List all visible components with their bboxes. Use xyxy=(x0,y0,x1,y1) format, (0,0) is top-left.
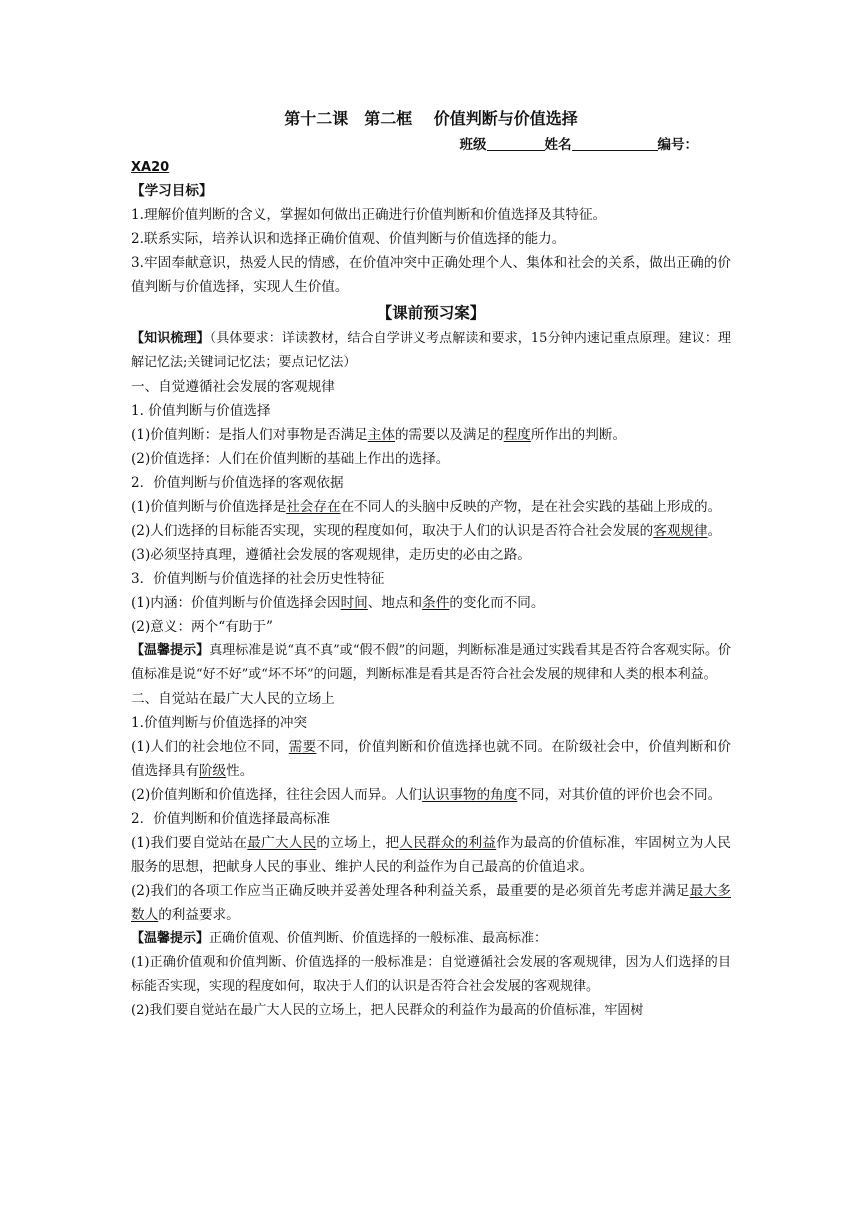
part1-sub1-item1 xyxy=(131,423,731,447)
part1-sub3-title: 3．价值判断与价值选择的社会历史性特征 xyxy=(131,571,385,587)
tip-heading: 【温馨提示】 xyxy=(131,931,210,946)
text-run: (2)价值判断和价值选择，往往会因人而异。人们 xyxy=(131,787,423,803)
objectives-heading: 【学习目标】 xyxy=(131,183,213,199)
objective-item-3: 3.牢固奉献意识，热爱人民的情感，在价值冲突中正确处理个人、集体和社会的关系，做出正确的价值判断与价值选择，实现人生价值。 xyxy=(131,255,731,295)
text-run: (2)人们选择的目标能否实现，实现的程度如何，取决于人们的认识是否符合社会发展的 xyxy=(131,523,654,539)
part2-sub1-title: 1.价值判断与价值选择的冲突 xyxy=(131,715,308,731)
part1-sub2-item2 xyxy=(131,519,731,543)
part1-sub2-title: 2．价值判断与价值选择的客观依据 xyxy=(131,475,344,491)
text-run: 作为最高的价值标准，牢固树立为人民服务的思想，把献身人民的事业、维护人民的利益作为自己最高的价值追求。 xyxy=(131,835,732,875)
number-label: 编号： xyxy=(657,137,698,153)
text-run: 的需要以及满足的 xyxy=(394,427,504,443)
preview-section-title: 【课前预习案】 xyxy=(376,304,486,322)
student-info-line xyxy=(131,133,731,157)
document-page xyxy=(131,100,731,1023)
keyword: 需要 xyxy=(288,739,317,755)
text-run: 性。 xyxy=(226,763,254,779)
part2-sub1-item2 xyxy=(131,783,731,807)
part1-tip xyxy=(131,639,731,687)
class-blank xyxy=(487,135,545,151)
keyword: 人民群众的利益 xyxy=(399,835,497,851)
keyword: 最大多数人 xyxy=(131,883,731,923)
keyword: 程度 xyxy=(503,427,531,443)
knowledge-note: （具体要求：详读教材，结合自学讲义考点解读和要求，15分钟内速记重点原理。建议：理解记忆法;关键词记忆法；要点记忆法） xyxy=(131,331,731,370)
part2-sub2-item1 xyxy=(131,831,731,879)
text-run: 、地点和 xyxy=(367,595,423,611)
tip-intro-text: 正确价值观、价值判断、价值选择的一般标准、最高标准： xyxy=(209,931,548,946)
part1-sub1-item2: (2)价值选择：人们在价值判断的基础上作出的选择。 xyxy=(131,451,450,467)
class-label: 班级 xyxy=(459,137,487,153)
text-run: 的立场上，把 xyxy=(316,835,400,851)
part1-sub3-item2: (2)意义：两个“有助于” xyxy=(131,619,273,635)
text-run: 所作出的判断。 xyxy=(530,427,627,443)
name-label: 姓名 xyxy=(544,137,572,153)
part2-tip-intro xyxy=(131,927,731,951)
tip-heading: 【温馨提示】 xyxy=(131,643,210,658)
text-run: 。 xyxy=(707,523,722,539)
text-run: 在不同人的头脑中反映的产物，是在社会实践的基础上形成的。 xyxy=(340,499,722,515)
text-run: (2)我们的各项工作应当正确反映并妥善处理各种利益关系，最重要的是必须首先考虑并满足 xyxy=(131,883,690,899)
text-run: 不同，对其价值的评价也会不同。 xyxy=(517,787,722,803)
objective-item-1: 1.理解价值判断的含义，掌握如何做出正确进行价值判断和价值选择及其特征。 xyxy=(131,207,607,223)
page-title: 第十二课 第二框 价值判断与价值选择 xyxy=(284,109,578,128)
part1-sub1-title: 1. 价值判断与价值选择 xyxy=(131,403,271,419)
text-run: 不同，价值判断和价值选择也就不同。在阶级社会中，价值判断和价值选择具有 xyxy=(131,739,731,779)
text-run: (1)价值判断与价值选择是 xyxy=(131,499,287,515)
part2-title: 二、自觉站在最广大人民的立场上 xyxy=(131,691,335,707)
text-run: 的利益要求。 xyxy=(158,907,240,923)
keyword: 时间 xyxy=(340,595,368,611)
keyword: 认识事物的角度 xyxy=(422,787,518,803)
part2-sub1-item1 xyxy=(131,735,731,783)
keyword: 阶级 xyxy=(198,763,227,779)
keyword: 最广大人民 xyxy=(247,835,317,851)
knowledge-paragraph xyxy=(131,327,731,375)
text-run: (1)价值判断：是指人们对事物是否满足 xyxy=(131,427,368,443)
part2-sub2-title: 2．价值判断和价值选择最高标准 xyxy=(131,811,330,827)
tip-text: 真理标准是说“真不真”或“假不假”的问题，判断标准是通过实践看其是否符合客观实际。价值标准是说“好不好”或“坏不坏”的问题，判断标准是看其是否符合社会发展的规律和人类的根本利益。 xyxy=(131,643,731,682)
keyword: 社会存在 xyxy=(286,499,341,515)
name-blank xyxy=(572,135,658,151)
objective-item-2: 2.联系实际，培养认识和选择正确价值观、价值判断与价值选择的能力。 xyxy=(131,231,566,247)
document-code: XA20 xyxy=(131,160,170,175)
part1-title: 一、自觉遵循社会发展的客观规律 xyxy=(131,379,335,395)
part2-tip-paragraph-2: (2)我们要自觉站在最广大人民的立场上，把人民群众的利益作为最高的价值标准，牢固树 xyxy=(131,1003,644,1018)
part1-sub2-item1 xyxy=(131,495,731,519)
text-run: 的变化而不同。 xyxy=(449,595,545,611)
keyword: 主体 xyxy=(367,427,395,443)
keyword: 客观规律 xyxy=(653,523,708,539)
part2-sub2-item2 xyxy=(131,879,731,927)
text-run: (1)人们的社会地位不同， xyxy=(131,739,289,755)
part1-sub2-item3: (3)必须坚持真理，遵循社会发展的客观规律，走历史的必由之路。 xyxy=(131,547,531,563)
text-run: (1)我们要自觉站在 xyxy=(131,835,248,851)
part1-sub3-item1 xyxy=(131,591,731,615)
knowledge-heading: 【知识梳理】 xyxy=(131,331,210,346)
keyword: 条件 xyxy=(422,595,450,611)
part2-tip-paragraph-1: (1)正确价值观和价值判断、价值选择的一般标准是：自觉遵循社会发展的客观规律，因为人们选择的目标能否实现，实现的程度如何，取决于人们的认识是否符合社会发展的客观规律。 xyxy=(131,955,731,994)
text-run: (1)内涵：价值判断与价值选择会因 xyxy=(131,595,341,611)
